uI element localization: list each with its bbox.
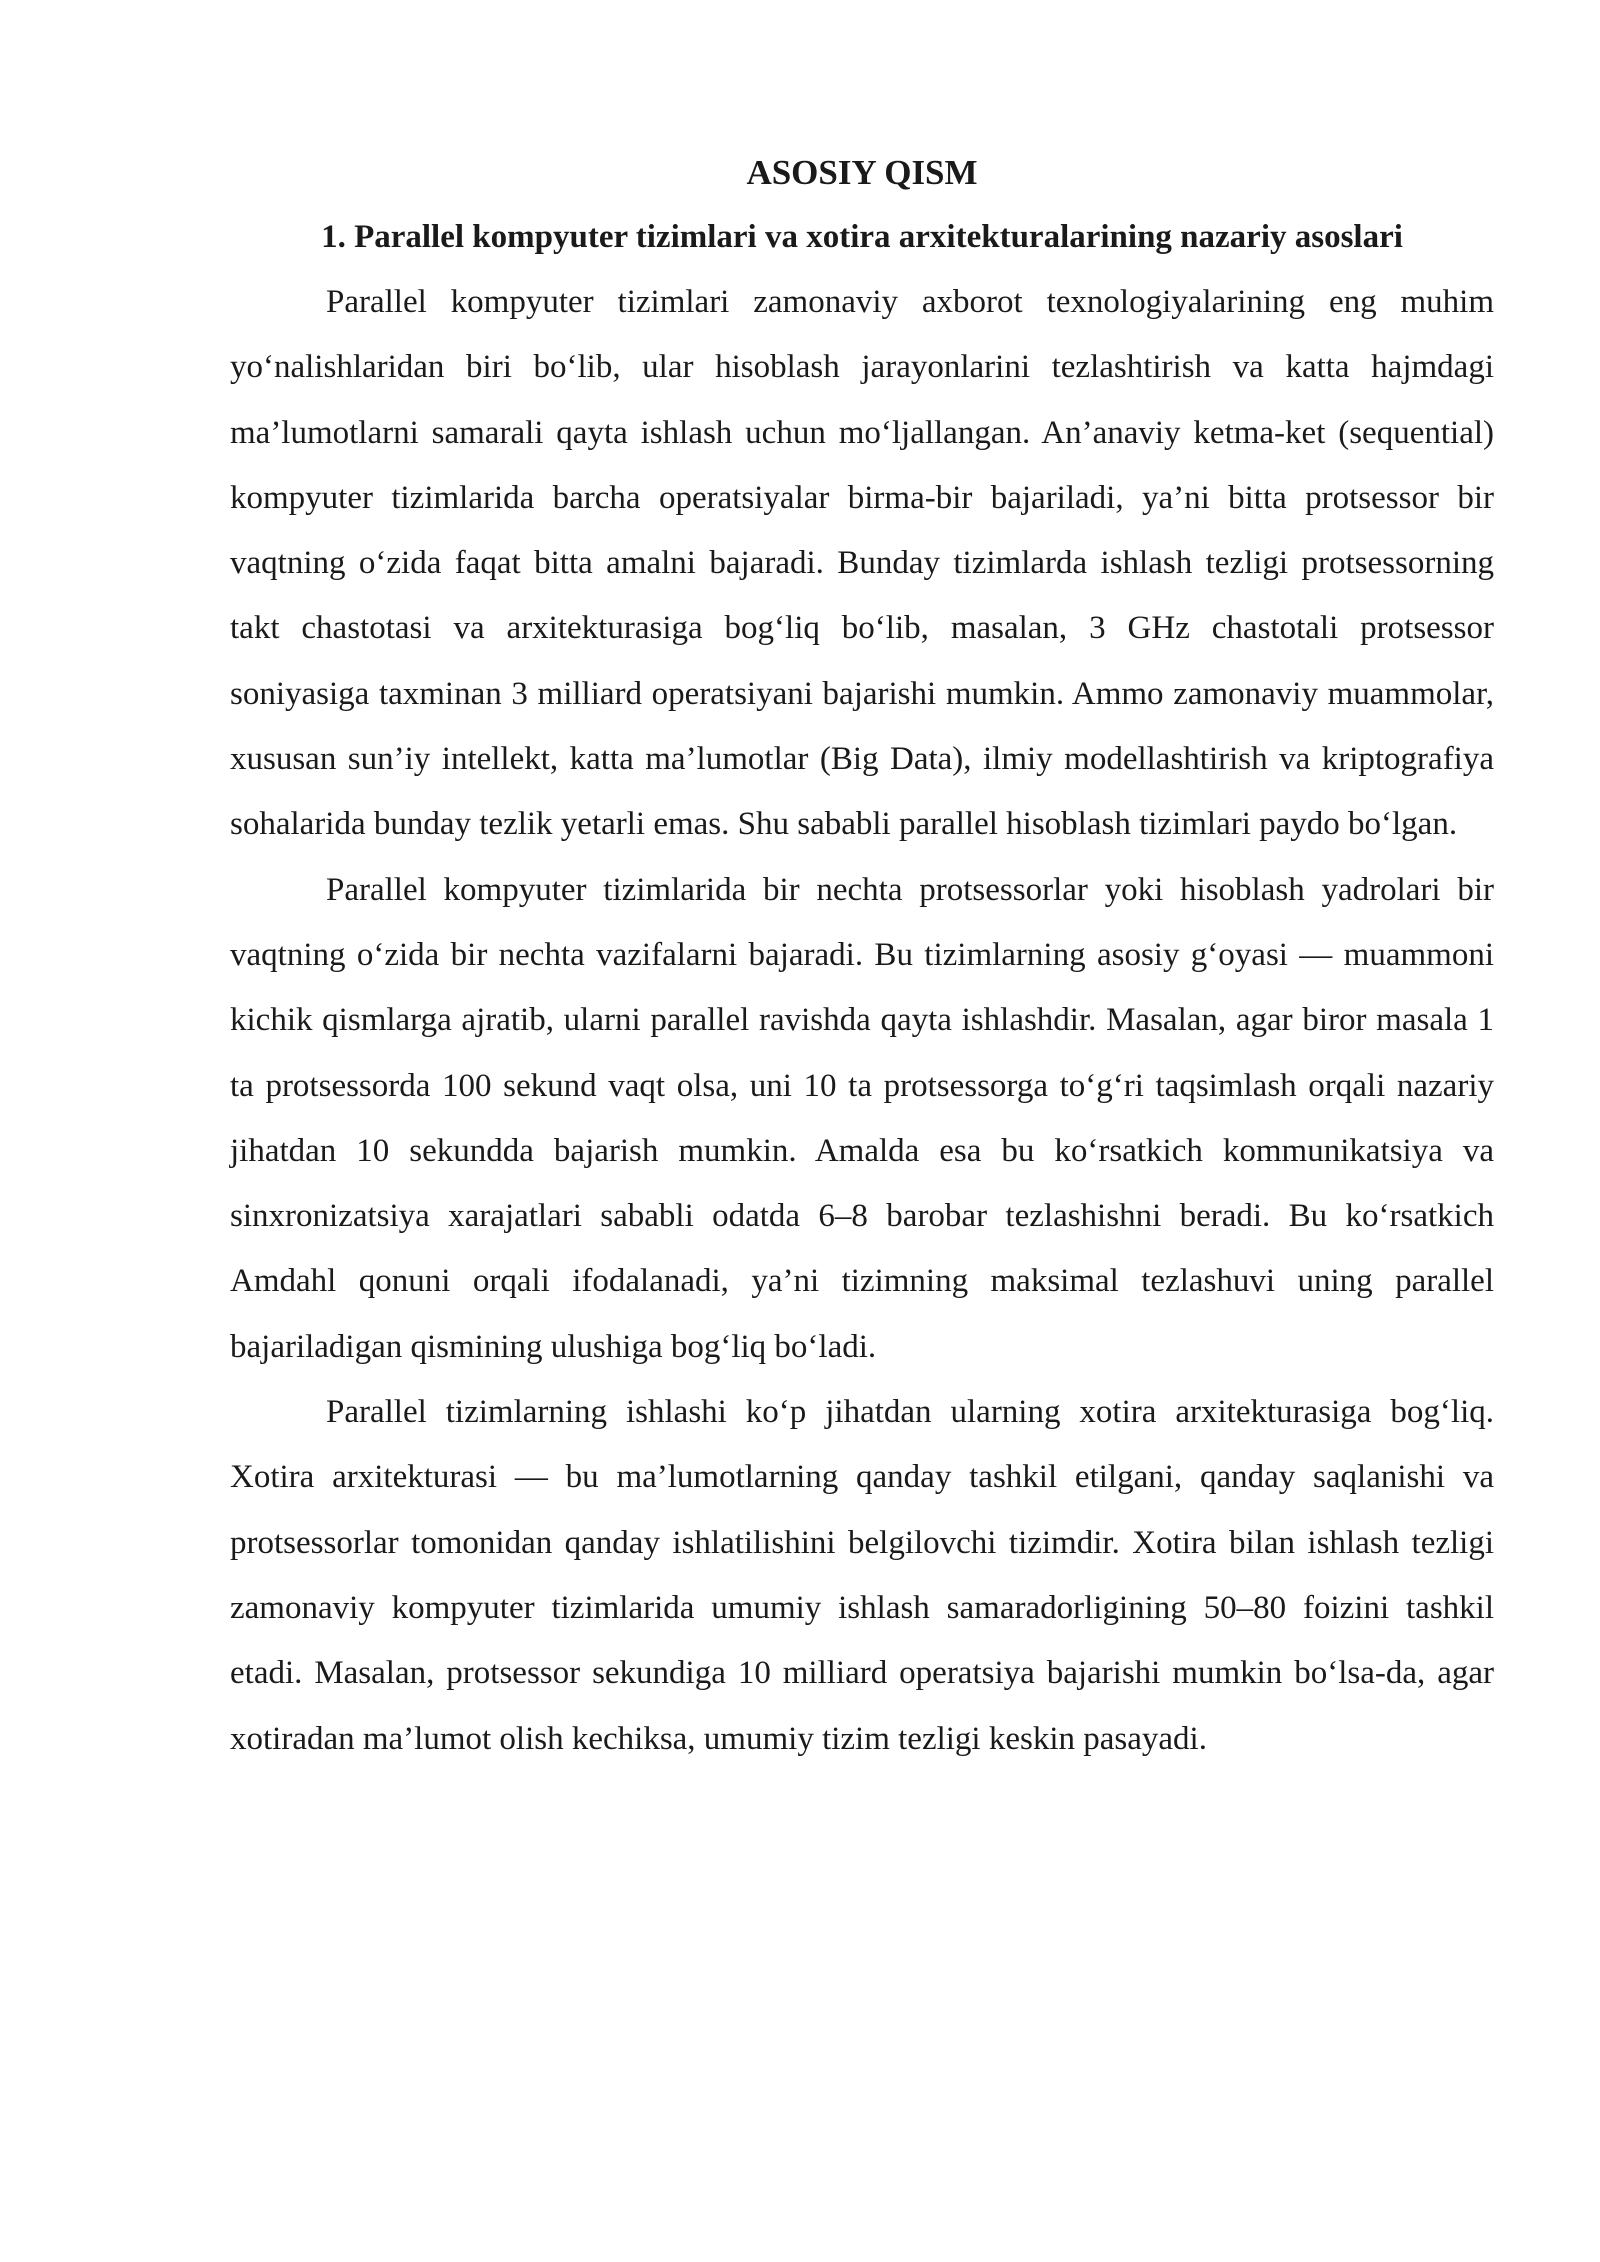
section-heading: 1. Parallel kompyuter tizimlari va xotira arxitekturalarining nazariy asoslari — [321, 219, 1403, 255]
paragraph-2: Parallel kompyuter tizimlarida bir nechta protsessorlar yoki hisoblash yadrolari bir vaqtning o‘zida bir nechta vazifalarni bajaradi. Bu tizimlarning asosiy g‘oyasi — muammoni kichik qismlarga ajratib, ularni parallel ravishda qayta ishlashdir. Masalan, agar biror masala 1 ta protsessorda 100 sekund vaqt olsa, uni 10 ta protsessorga to‘g‘ri taqsimlash orqali nazariy jihatdan 10 sekundda bajarish mumkin. Amalda esa bu ko‘rsatkich kommunikatsiya va sinxronizatsiya xarajatlari sababli odatda 6–8 barobar tezlashishni beradi. Bu ko‘rsatkich Amdahl qonuni orqali ifodalanadi, ya’ni tizimning maksimal tezlashuvi uning parallel bajariladigan qismining ulushiga bog‘liq bo‘ladi. — [230, 871, 1494, 1365]
paragraph-3: Parallel tizimlarning ishlashi ko‘p jihatdan ularning xotira arxitekturasiga bog‘liq. Xotira arxitekturasi — bu ma’lumotlarning qanday tashkil etilgani, qanday saqlanishi va protsessorlar tomonidan qanday ishlatilishini belgilovchi tizimdir. Xotira bilan ishlash tezligi zamonaviy kompyuter tizimlarida umumiy ishlash samaradorligining 50–80 foizini tashkil etadi. Masalan, protsessor sekundiga 10 milliard operatsiya bajarishi mumkin bo‘lsa-da, agar xotiradan ma’lumot olish kechiksa, umumiy tizim tezligi keskin pasayadi. — [230, 1394, 1494, 1757]
paragraph-1: Parallel kompyuter tizimlari zamonaviy axborot texnologiyalarining eng muhim yo‘nalishlaridan biri bo‘lib, ular hisoblash jarayonlarini tezlashtirish va katta hajmdagi ma’lumotlarni samarali qayta ishlash uchun mo‘ljallangan. An’anaviy ketma-ket (sequential) kompyuter tizimlarida barcha operatsiyalar birma-bir bajariladi, ya’ni bitta protsessor bir vaqtning o‘zida faqat bitta amalni bajaradi. Bunday tizimlarda ishlash tezligi protsessorning takt chastotasi va arxitekturasiga bog‘liq bo‘lib, masalan, 3 GHz chastotali protsessor soniyasiga taxminan 3 milliard operatsiyani bajarishi mumkin. Ammo zamonaviy muammolar, xususan sun’iy intellekt, katta ma’lumotlar (Big Data), ilmiy modellashtirish va kriptografiya sohalarida bunday tezlik yetarli emas. Shu sababli parallel hisoblash tizimlari paydo bo‘lgan. — [230, 284, 1494, 843]
page-title: ASOSIY QISM — [746, 153, 978, 192]
page-content — [230, 140, 1494, 1772]
